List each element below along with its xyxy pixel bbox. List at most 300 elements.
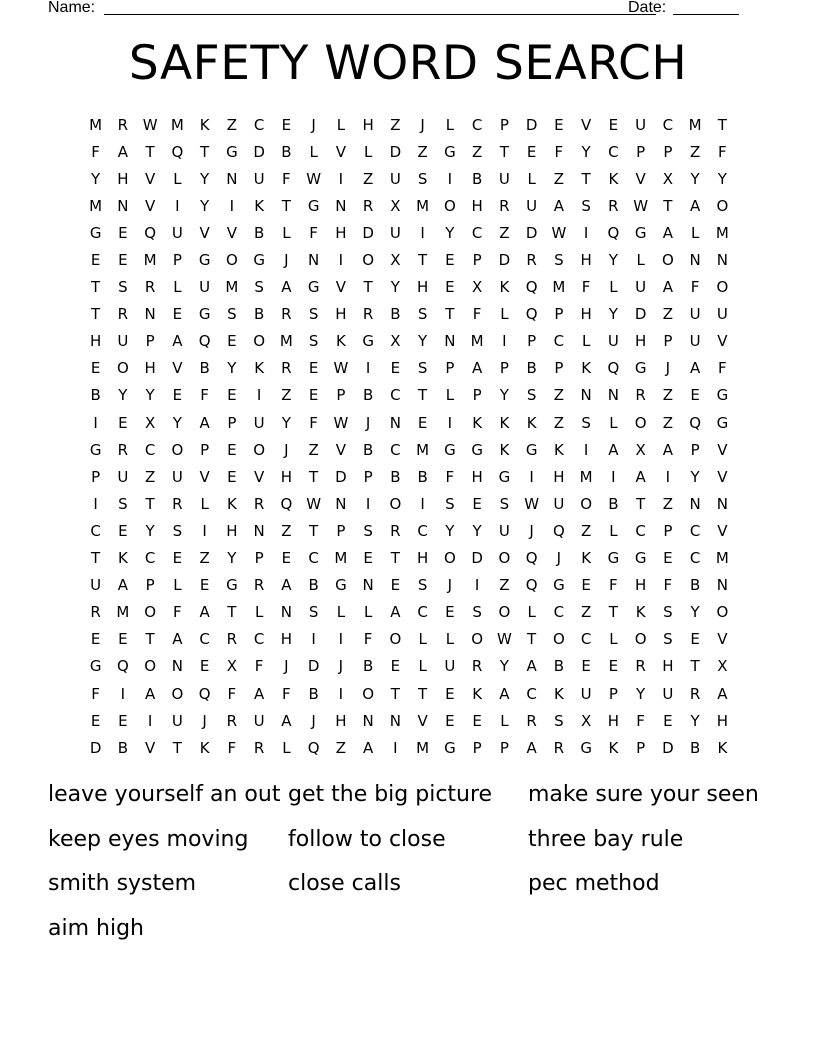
grid-letter: P <box>636 142 646 161</box>
grid-letter: R <box>689 684 701 703</box>
grid-letter: A <box>526 738 537 757</box>
grid-letter: P <box>172 251 182 270</box>
grid-letter: J <box>529 521 534 540</box>
grid-letter: D <box>335 467 347 486</box>
grid-letter: E <box>281 115 292 134</box>
grid-letter: U <box>526 196 538 215</box>
grid-letter: B <box>362 657 374 676</box>
grid-letter: V <box>253 467 265 486</box>
grid-letter: V <box>717 440 728 459</box>
grid-letter: Z <box>471 142 483 161</box>
grid-letter: P <box>91 467 101 486</box>
grid-letter: I <box>583 440 589 459</box>
grid-letter: H <box>553 467 565 486</box>
grid-letter: E <box>172 305 183 324</box>
grid-letter: L <box>282 223 291 242</box>
grid-letter: G <box>634 549 647 568</box>
grid-letter: O <box>171 684 184 703</box>
grid-letter: I <box>338 684 344 703</box>
grid-letter: G <box>498 467 511 486</box>
grid-letter: H <box>280 630 293 649</box>
grid-letter: N <box>689 494 701 513</box>
header-row <box>48 0 748 20</box>
grid-letter: R <box>362 305 374 324</box>
grid-letter: Y <box>145 386 155 405</box>
grid-letter: N <box>144 305 156 324</box>
grid-letter: F <box>472 305 482 324</box>
grid-letter: Q <box>525 305 538 324</box>
grid-letter: W <box>496 630 512 649</box>
grid-letter: E <box>445 603 455 622</box>
grid-letter: J <box>284 657 289 676</box>
grid-letter: T <box>527 630 537 649</box>
grid-letter: Y <box>200 169 210 188</box>
grid-letter: K <box>581 549 592 568</box>
grid-letter: H <box>580 305 592 324</box>
grid-letter: C <box>199 630 210 649</box>
grid-letter: T <box>690 657 700 676</box>
grid-letter: E <box>118 630 128 649</box>
grid-letter: R <box>553 738 565 757</box>
grid-letter: L <box>500 711 509 730</box>
grid-letter: Z <box>226 115 238 134</box>
grid-letter: V <box>335 278 346 297</box>
grid-letter: A <box>471 359 483 378</box>
grid-letter: K <box>635 603 646 622</box>
grid-letter: N <box>689 251 701 270</box>
grid-letter: K <box>117 549 128 568</box>
grid-letter: K <box>581 359 592 378</box>
grid-letter: N <box>716 494 728 513</box>
grid-letter: H <box>335 305 347 324</box>
name-field[interactable] <box>104 0 656 15</box>
grid-letter: T <box>717 115 727 134</box>
grid-letter: T <box>309 521 319 540</box>
grid-letter: V <box>717 521 728 540</box>
grid-letter: P <box>336 386 346 405</box>
grid-letter: V <box>717 467 728 486</box>
grid-letter: H <box>580 251 592 270</box>
grid-letter: L <box>527 603 536 622</box>
grid-letter: O <box>144 603 157 622</box>
grid-letter: W <box>551 223 567 242</box>
grid-letter: Q <box>607 359 620 378</box>
grid-letter: K <box>499 278 510 297</box>
grid-letter: M <box>416 738 430 757</box>
grid-letter: G <box>607 549 620 568</box>
grid-letter: A <box>662 278 673 297</box>
grid-letter: R <box>117 440 129 459</box>
grid-letter: O <box>144 657 157 676</box>
grid-letter: W <box>306 494 322 513</box>
grid-letter: B <box>689 576 701 595</box>
grid-letter: K <box>608 169 619 188</box>
grid-letter: X <box>390 196 401 215</box>
grid-letter: A <box>662 223 673 242</box>
grid-letter: R <box>281 305 292 324</box>
grid-letter: U <box>498 169 510 188</box>
grid-letter: P <box>554 305 564 324</box>
grid-letter: G <box>444 440 456 459</box>
grid-letter: V <box>172 359 183 378</box>
grid-letter: M <box>715 223 729 242</box>
grid-letter: L <box>445 386 455 405</box>
grid-letter: V <box>199 467 210 486</box>
grid-letter: B <box>362 386 374 405</box>
word-list-item: three bay rule <box>528 826 684 852</box>
letter-grid <box>82 111 738 761</box>
grid-letter: O <box>716 278 729 297</box>
grid-letter: V <box>335 142 346 161</box>
grid-letter: A <box>390 603 401 622</box>
grid-letter: C <box>580 630 592 649</box>
grid-letter: F <box>227 684 237 703</box>
grid-letter: E <box>199 576 210 595</box>
grid-letter: Z <box>499 576 510 595</box>
grid-letter: X <box>471 278 483 297</box>
grid-letter: L <box>282 738 291 757</box>
grid-letter: J <box>665 359 671 378</box>
grid-letter: Q <box>116 657 129 676</box>
grid-letter: E <box>445 684 455 703</box>
grid-letter: R <box>608 196 619 215</box>
grid-letter: B <box>199 359 210 378</box>
grid-letter: S <box>227 305 237 324</box>
grid-letter: O <box>253 440 266 459</box>
grid-letter: O <box>716 196 729 215</box>
grid-letter: D <box>498 251 511 270</box>
grid-letter: L <box>581 332 591 351</box>
grid-letter: L <box>609 413 618 432</box>
grid-letter: K <box>254 359 265 378</box>
grid-letter: E <box>227 467 237 486</box>
grid-letter: M <box>552 278 566 297</box>
grid-letter: O <box>498 549 511 568</box>
grid-letter: J <box>284 440 289 459</box>
grid-letter: N <box>362 711 374 730</box>
grid-letter: F <box>609 576 618 595</box>
grid-letter: M <box>688 115 702 134</box>
grid-letter: B <box>689 738 701 757</box>
grid-letter: F <box>581 278 591 297</box>
grid-letter: E <box>608 115 619 134</box>
grid-letter: T <box>91 278 101 297</box>
grid-letter: E <box>472 711 482 730</box>
grid-letter: C <box>308 549 319 568</box>
grid-letter: P <box>499 359 509 378</box>
grid-letter: H <box>416 549 429 568</box>
grid-letter: F <box>91 684 100 703</box>
grid-letter: Z <box>580 603 592 622</box>
grid-letter: E <box>172 549 183 568</box>
grid-letter: H <box>362 115 374 134</box>
grid-letter: Y <box>690 169 700 188</box>
grid-letter: G <box>198 251 211 270</box>
grid-letter: Y <box>499 386 509 405</box>
grid-letter: A <box>199 413 210 432</box>
grid-letter: E <box>390 359 401 378</box>
grid-letter: P <box>472 386 482 405</box>
grid-letter: C <box>471 115 483 134</box>
grid-letter: G <box>444 142 456 161</box>
grid-letter: R <box>499 196 510 215</box>
grid-letter: L <box>690 223 700 242</box>
grid-letter: A <box>117 142 128 161</box>
grid-letter: O <box>362 251 375 270</box>
grid-letter: O <box>661 251 674 270</box>
grid-letter: H <box>607 711 620 730</box>
grid-letter: T <box>581 169 591 188</box>
grid-letter: U <box>253 711 265 730</box>
grid-letter: O <box>171 440 184 459</box>
grid-letter: E <box>472 494 482 513</box>
grid-letter: Z <box>662 386 674 405</box>
grid-letter: O <box>552 630 565 649</box>
grid-letter: A <box>117 576 128 595</box>
grid-letter: N <box>607 386 619 405</box>
word-list-item: get the big picture <box>288 782 493 807</box>
grid-letter: S <box>445 494 455 513</box>
grid-letter: V <box>144 169 156 188</box>
grid-letter: Z <box>553 169 565 188</box>
grid-letter: U <box>635 115 647 134</box>
grid-letter: E <box>663 549 673 568</box>
grid-letter: T <box>281 196 291 215</box>
grid-letter: S <box>118 494 128 513</box>
grid-letter: T <box>91 549 101 568</box>
grid-letter: I <box>474 576 480 595</box>
grid-letter: N <box>117 196 129 215</box>
grid-letter: H <box>662 657 674 676</box>
grid-letter: D <box>525 223 538 242</box>
grid-letter: P <box>227 413 237 432</box>
grid-letter: N <box>171 657 183 676</box>
grid-letter: L <box>527 169 536 188</box>
grid-letter: T <box>445 305 455 324</box>
grid-letter: Z <box>553 386 565 405</box>
grid-letter: I <box>365 359 371 378</box>
grid-letter: N <box>580 386 592 405</box>
grid-letter: X <box>390 251 401 270</box>
grid-letter: U <box>199 278 211 297</box>
grid-letter: M <box>715 549 729 568</box>
grid-letter: U <box>171 223 183 242</box>
grid-letter: S <box>417 359 428 378</box>
grid-letter: P <box>554 359 564 378</box>
grid-letter: R <box>526 711 537 730</box>
word-list-item: leave yourself an out <box>48 782 281 807</box>
grid-letter: S <box>417 169 428 188</box>
grid-letter: I <box>583 223 589 242</box>
grid-letter: A <box>172 630 183 649</box>
grid-letter: E <box>199 657 210 676</box>
grid-letter: J <box>338 657 344 676</box>
grid-letter: A <box>281 576 292 595</box>
grid-letter: A <box>608 440 619 459</box>
grid-letter: Z <box>281 521 292 540</box>
grid-letter: C <box>144 549 156 568</box>
grid-letter: U <box>689 332 701 351</box>
grid-letter: P <box>363 467 373 486</box>
grid-letter: V <box>717 332 728 351</box>
grid-letter: A <box>635 467 646 486</box>
grid-letter: P <box>527 332 537 351</box>
grid-letter: L <box>173 278 182 297</box>
grid-letter: F <box>309 223 318 242</box>
grid-letter: E <box>118 413 128 432</box>
word-list-item: pec method <box>528 871 660 896</box>
grid-letter: R <box>253 738 265 757</box>
grid-letter: K <box>199 738 210 757</box>
grid-letter: O <box>443 549 456 568</box>
grid-letter: I <box>338 169 344 188</box>
grid-letter: Z <box>390 115 401 134</box>
grid-letter: P <box>499 115 509 134</box>
grid-letter: U <box>444 657 456 676</box>
grid-letter: B <box>90 386 101 405</box>
grid-letter: E <box>390 576 401 595</box>
grid-letter: T <box>608 603 618 622</box>
grid-letter: Q <box>525 549 538 568</box>
grid-letter: F <box>445 467 455 486</box>
grid-letter: Z <box>144 467 156 486</box>
grid-letter: T <box>390 549 400 568</box>
grid-letter: U <box>389 169 401 188</box>
grid-letter: S <box>663 603 673 622</box>
grid-letter: E <box>663 711 673 730</box>
grid-letter: B <box>253 223 265 242</box>
grid-letter: M <box>470 332 484 351</box>
grid-letter: I <box>529 467 534 486</box>
grid-letter: Y <box>636 684 646 703</box>
grid-letter: H <box>716 711 729 730</box>
grid-letter: I <box>665 467 671 486</box>
grid-letter: I <box>611 467 616 486</box>
grid-letter: Y <box>608 251 618 270</box>
grid-letter: Z <box>689 142 701 161</box>
grid-letter: R <box>635 386 646 405</box>
grid-letter: I <box>420 494 425 513</box>
grid-letter: P <box>445 359 455 378</box>
grid-letter: E <box>690 386 700 405</box>
grid-letter: Q <box>607 223 620 242</box>
grid-letter: X <box>635 440 646 459</box>
grid-letter: S <box>526 386 537 405</box>
grid-letter: Q <box>552 521 565 540</box>
grid-letter: I <box>175 196 180 215</box>
grid-letter: A <box>362 738 374 757</box>
grid-letter: J <box>420 115 425 134</box>
grid-letter: O <box>116 359 129 378</box>
grid-letter: Y <box>418 332 428 351</box>
grid-letter: I <box>365 494 371 513</box>
grid-letter: C <box>689 521 701 540</box>
grid-letter: B <box>117 738 129 757</box>
grid-letter: I <box>93 494 98 513</box>
grid-letter: T <box>390 684 400 703</box>
grid-letter: D <box>471 549 483 568</box>
grid-letter: L <box>200 494 209 513</box>
grid-letter: G <box>444 738 456 757</box>
grid-letter: G <box>89 440 102 459</box>
grid-letter: G <box>716 386 729 405</box>
grid-letter: M <box>89 115 103 134</box>
grid-letter: O <box>471 630 484 649</box>
grid-letter: T <box>145 142 155 161</box>
grid-letter: K <box>499 440 510 459</box>
grid-letter: J <box>311 711 316 730</box>
grid-letter: W <box>333 413 349 432</box>
grid-letter: E <box>227 440 237 459</box>
grid-letter: B <box>608 494 619 513</box>
grid-letter: G <box>634 223 647 242</box>
grid-letter: V <box>144 738 156 757</box>
grid-letter: I <box>120 684 126 703</box>
grid-letter: A <box>553 196 564 215</box>
grid-letter: M <box>416 196 430 215</box>
grid-letter: K <box>526 413 537 432</box>
grid-letter: F <box>173 603 182 622</box>
grid-letter: Z <box>199 549 210 568</box>
grid-letter: Y <box>145 521 155 540</box>
grid-letter: U <box>553 494 565 513</box>
grid-letter: B <box>471 169 483 188</box>
grid-letter: G <box>580 738 592 757</box>
grid-letter: L <box>418 657 427 676</box>
grid-letter: G <box>634 359 647 378</box>
grid-letter: P <box>690 440 700 459</box>
grid-letter: O <box>225 251 238 270</box>
grid-letter: M <box>89 196 103 215</box>
grid-letter: H <box>634 332 647 351</box>
grid-letter: T <box>309 467 319 486</box>
grid-letter: W <box>333 359 349 378</box>
grid-letter: A <box>662 440 673 459</box>
grid-letter: T <box>499 142 509 161</box>
grid-letter: C <box>689 549 701 568</box>
grid-letter: L <box>309 142 318 161</box>
grid-letter: Y <box>608 305 618 324</box>
grid-letter: T <box>418 251 428 270</box>
grid-letter: E <box>526 142 537 161</box>
grid-letter: E <box>608 657 619 676</box>
grid-letter: K <box>199 115 210 134</box>
grid-letter: F <box>91 142 100 161</box>
grid-letter: I <box>93 413 98 432</box>
date-label: Date: <box>628 0 667 16</box>
grid-letter: A <box>689 196 701 215</box>
grid-letter: C <box>662 115 674 134</box>
grid-letter: O <box>443 196 456 215</box>
grid-letter: S <box>417 576 428 595</box>
grid-letter: I <box>202 521 207 540</box>
grid-letter: C <box>144 440 156 459</box>
grid-letter: L <box>445 115 455 134</box>
grid-letter: P <box>499 738 509 757</box>
grid-letter: Y <box>281 413 291 432</box>
date-field[interactable] <box>673 0 739 15</box>
grid-letter: U <box>171 467 183 486</box>
grid-letter: F <box>690 278 700 297</box>
grid-letter: E <box>581 576 591 595</box>
grid-letter: H <box>335 711 347 730</box>
grid-letter: V <box>335 440 346 459</box>
grid-letter: B <box>390 305 401 324</box>
grid-letter: O <box>580 494 593 513</box>
grid-letter: M <box>334 549 348 568</box>
grid-letter: B <box>390 467 401 486</box>
grid-letter: S <box>499 494 510 513</box>
